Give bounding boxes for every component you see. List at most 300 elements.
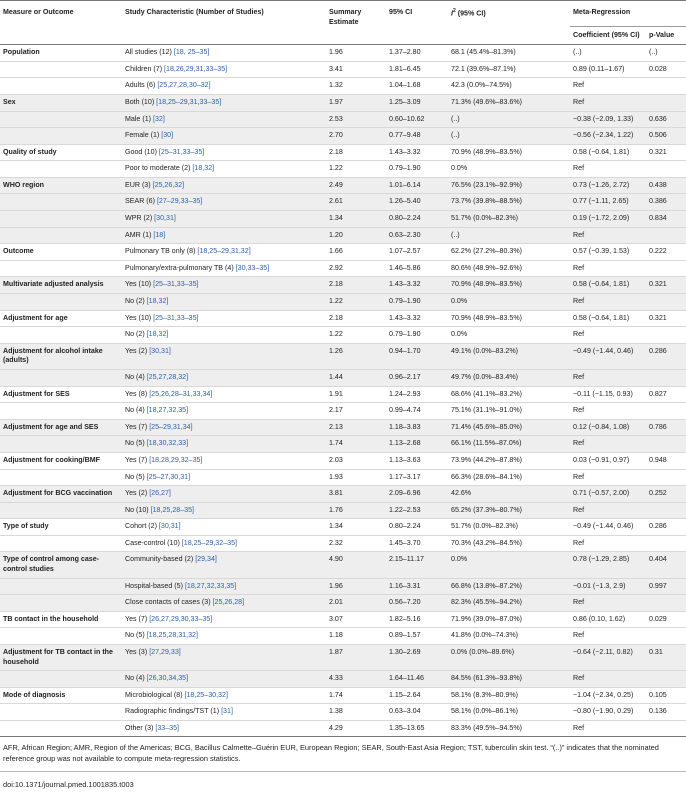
summary-estimate-cell: 2.92 (329, 263, 343, 272)
table-row (0, 671, 686, 688)
coefficient-cell: Ref (573, 230, 585, 239)
i2-cell: 70.9% (48.9%–83.5%) (451, 313, 522, 322)
coefficient-cell: Ref (573, 97, 585, 106)
study-cell (122, 578, 326, 595)
coefficient-cell: −0.49 (−1.44, 0.46) (573, 522, 634, 531)
study-cell (122, 552, 326, 578)
p-value-cell: 0.386 (649, 197, 667, 206)
i2-cell: 71.3% (49.6%–83.6%) (451, 97, 522, 106)
p-value-cell: (..) (649, 48, 658, 57)
p-value-cell: 0.786 (649, 422, 667, 431)
measure-cell (0, 111, 122, 128)
reference-link[interactable]: [26,30,34,35] (146, 674, 189, 683)
measure-cell: Adjustment for age (3, 313, 68, 322)
i2-cell: 42.6% (451, 489, 472, 498)
coefficient-cell: Ref (573, 330, 585, 339)
ci-cell: 1.81–6.45 (389, 64, 421, 73)
summary-estimate-cell: 2.01 (329, 598, 343, 607)
measure-cell (0, 469, 122, 486)
i2-cell: 70.3% (43.2%–84.5%) (451, 538, 522, 547)
table-row (0, 611, 686, 628)
study-cell (122, 452, 326, 469)
study-cell (122, 94, 326, 111)
reference-link[interactable]: [27,29,33] (149, 647, 181, 656)
coefficient-cell: −1.04 (−2.34, 0.25) (573, 690, 634, 699)
study-cell (122, 161, 326, 178)
p-value-cell: 0.948 (649, 455, 667, 464)
reference-link[interactable]: [33–35] (155, 723, 180, 732)
i2-superscript: 2 (452, 8, 456, 14)
p-value-cell (646, 369, 686, 386)
reference-link[interactable]: [25,27,28,32] (146, 372, 189, 381)
study-cell (122, 519, 326, 536)
reference-link[interactable]: [27–29,33–35] (156, 197, 203, 206)
p-value-cell (646, 595, 686, 612)
i2-cell: 68.6% (41.1%–83.2%) (451, 389, 522, 398)
i2-cell: 66.3% (28.6%–84.1%) (451, 472, 522, 481)
coefficient-cell: 0.03 (−0.91, 0.97) (573, 455, 630, 464)
header-i2 (448, 1, 570, 45)
i2-cell: 73.7% (39.8%–88.5%) (451, 197, 522, 206)
measure-cell (0, 403, 122, 420)
measure-cell: Adjustment for SES (3, 389, 70, 398)
measure-cell (0, 128, 122, 145)
p-value-cell: 0.252 (649, 489, 667, 498)
measure-cell (0, 595, 122, 612)
reference-link[interactable]: [18, 25–35] (173, 48, 210, 57)
ci-cell: 1.30–2.69 (389, 647, 421, 656)
coefficient-cell: Ref (573, 263, 585, 272)
summary-estimate-cell: 1.87 (329, 647, 343, 656)
ci-cell: 1.18–3.83 (389, 422, 421, 431)
ci-cell: 1.24–2.93 (389, 389, 421, 398)
table-row (0, 436, 686, 453)
study-cell (122, 671, 326, 688)
measure-cell: Mode of diagnosis (3, 690, 66, 699)
p-value-cell: 0.31 (649, 647, 663, 656)
coefficient-cell: −0.80 (−1.90, 0.29) (573, 707, 634, 716)
ci-cell: 2.09–6.96 (389, 489, 421, 498)
study-label: AMR (1) (125, 230, 154, 239)
ci-cell: 0.60–10.62 (389, 114, 425, 123)
i2-cell: 0.0% (451, 555, 468, 564)
ci-cell: 1.22–2.53 (389, 505, 421, 514)
reference-link[interactable]: [25–29,31,34] (149, 422, 193, 431)
reference-link[interactable]: [18,26,29,31,33–35] (164, 64, 228, 73)
table-row (0, 386, 686, 403)
summary-estimate-cell: 4.33 (329, 674, 343, 683)
reference-link[interactable]: [25,26,32] (152, 180, 185, 189)
p-value-cell: 0.321 (649, 147, 667, 156)
measure-cell (0, 327, 122, 344)
summary-estimate-cell: 1.38 (329, 707, 343, 716)
i2-cell: 73.9% (44.2%–87.8%) (451, 455, 522, 464)
summary-estimate-cell: 1.22 (329, 330, 343, 339)
coefficient-cell: −0.01 (−1.3, 2.9) (573, 581, 626, 590)
study-label: No (5) (125, 631, 147, 640)
i2-cell: 75.1% (31.1%–91.0%) (451, 406, 522, 415)
study-cell (122, 227, 326, 244)
coefficient-cell: 0.58 (−0.64, 1.81) (573, 147, 630, 156)
study-cell (122, 535, 326, 552)
ci-cell: 1.43–3.32 (389, 147, 421, 156)
coefficient-cell: Ref (573, 406, 585, 415)
reference-link[interactable]: [30,31] (154, 214, 176, 223)
p-value-cell (646, 502, 686, 519)
study-label: No (5) (125, 472, 147, 481)
ci-cell: 0.63–2.30 (389, 230, 421, 239)
summary-estimate-cell: 1.32 (329, 81, 343, 90)
study-cell (122, 45, 326, 62)
study-label: Yes (7) (125, 422, 150, 431)
measure-cell (0, 628, 122, 645)
coefficient-cell: Ref (573, 598, 585, 607)
study-cell (122, 386, 326, 403)
study-cell (122, 720, 326, 737)
ci-cell: 0.99–4.74 (389, 406, 421, 415)
reference-link[interactable]: [31] (221, 707, 233, 716)
measure-cell (0, 211, 122, 228)
table-row (0, 535, 686, 552)
reference-link[interactable]: [18,25,28,31,32] (146, 631, 198, 640)
measure-cell (0, 260, 122, 277)
measure-cell: Adjustment for age and SES (3, 422, 99, 431)
table-row (0, 687, 686, 704)
p-value-cell: 0.105 (649, 690, 667, 699)
coefficient-cell: 0.12 (−0.84, 1.08) (573, 422, 630, 431)
ci-cell: 1.64–11.46 (389, 674, 424, 683)
study-label: Yes (2) (125, 346, 150, 355)
coefficient-cell: 0.57 (−0.39, 1.53) (573, 247, 630, 256)
study-cell (122, 419, 326, 436)
study-cell (122, 61, 326, 78)
i2-cell: 0.0% (0.0%–89.6%) (451, 647, 515, 656)
reference-link[interactable]: [30,31] (158, 522, 181, 531)
reference-link[interactable]: [18,32] (146, 297, 169, 306)
i2-cell: 70.9% (48.9%–83.5%) (451, 147, 522, 156)
ci-cell: 0.56–7.20 (389, 598, 421, 607)
reference-link[interactable]: [18,25–29,31,33–35] (156, 97, 222, 106)
ci-cell: 1.25–3.09 (389, 97, 421, 106)
table-body (0, 45, 686, 737)
p-value-cell: 0.321 (649, 313, 667, 322)
study-cell (122, 294, 326, 311)
i2-cell: 68.1 (45.4%–81.3%) (451, 48, 516, 57)
i2-cell: (..) (451, 114, 460, 123)
table-row (0, 61, 686, 78)
study-cell (122, 486, 326, 503)
summary-estimate-cell: 4.90 (329, 555, 343, 564)
study-label: No (5) (125, 439, 147, 448)
ci-cell: 1.46–5.86 (389, 263, 421, 272)
reference-link[interactable]: [18,32] (146, 330, 169, 339)
study-label: Both (10) (125, 97, 157, 106)
i2-cell: 76.5% (23.1%–92.9%) (451, 180, 522, 189)
summary-estimate-cell: 1.96 (329, 581, 343, 590)
reference-link[interactable]: [18,28,29,32–35] (149, 455, 203, 464)
p-value-cell (646, 161, 686, 178)
i2-cell: 0.0% (451, 330, 468, 339)
ci-cell: 0.96–2.17 (389, 372, 421, 381)
table-row (0, 227, 686, 244)
i2-cell: 49.1% (0.0%–83.2%) (451, 346, 519, 355)
reference-link[interactable]: [25,26,28] (212, 598, 245, 607)
summary-estimate-cell: 1.26 (329, 346, 343, 355)
summary-estimate-cell: 1.34 (329, 522, 343, 531)
summary-estimate-cell: 2.18 (329, 280, 343, 289)
i2-cell: 83.3% (49.5%–94.5%) (451, 723, 522, 732)
measure-cell (0, 436, 122, 453)
ci-cell: 1.16–3.31 (389, 581, 421, 590)
reference-link[interactable]: [25,27,28,30–32] (157, 81, 211, 90)
i2-cell: 72.1 (39.6%–87.1%) (451, 64, 516, 73)
summary-estimate-cell: 2.53 (329, 114, 343, 123)
study-cell (122, 144, 326, 161)
p-value-cell: 0.222 (649, 247, 667, 256)
summary-estimate-cell: 1.76 (329, 505, 343, 514)
p-value-cell (646, 94, 686, 111)
study-label: Case-control (10) (125, 538, 182, 547)
summary-estimate-cell: 3.07 (329, 614, 343, 623)
coefficient-cell: Ref (573, 674, 585, 683)
study-cell (122, 403, 326, 420)
study-label: Female (1) (125, 131, 162, 140)
study-label: Adults (6) (125, 81, 158, 90)
study-label: All studies (12) (125, 48, 174, 57)
reference-link[interactable]: [18,32] (192, 164, 215, 173)
table-row (0, 644, 686, 670)
table-row (0, 628, 686, 645)
coefficient-cell: Ref (573, 631, 585, 640)
measure-cell: Multivariate adjusted analysis (3, 280, 104, 289)
table-row (0, 277, 686, 294)
reference-link[interactable]: [25,26,28–31,33,34] (149, 389, 213, 398)
header-coefficient: Coefficient (95% CI) (573, 30, 640, 39)
table-row (0, 161, 686, 178)
p-value-cell: 0.827 (649, 389, 667, 398)
ci-cell: 1.15–2.64 (389, 690, 421, 699)
study-cell (122, 502, 326, 519)
p-value-cell (646, 671, 686, 688)
coefficient-cell: 0.71 (−0.57, 2.00) (573, 489, 630, 498)
i2-cell: 66.1% (11.5%–87.0%) (451, 439, 522, 448)
study-label: No (10) (125, 505, 151, 514)
study-cell (122, 260, 326, 277)
i2-cell: 42.3 (0.0%–74.5%) (451, 81, 512, 90)
study-cell (122, 687, 326, 704)
measure-cell (0, 704, 122, 721)
reference-link[interactable]: [26,27,29,30,33–35] (149, 614, 213, 623)
table-row (0, 704, 686, 721)
study-label: EUR (3) (125, 180, 153, 189)
i2-symbol: I (451, 9, 453, 18)
ci-cell: 0.94–1.70 (389, 346, 421, 355)
coefficient-cell: Ref (573, 505, 585, 514)
p-value-cell (646, 535, 686, 552)
summary-estimate-cell: 1.74 (329, 690, 343, 699)
coefficient-cell: Ref (573, 538, 585, 547)
p-value-cell: 0.834 (649, 214, 667, 223)
p-value-cell: 0.404 (649, 555, 667, 564)
reference-link[interactable]: [29,34] (195, 555, 217, 564)
reference-link[interactable]: [25–31,33–35] (158, 147, 205, 156)
coefficient-cell: Ref (573, 81, 585, 90)
measure-cell (0, 535, 122, 552)
i2-cell: (..) (451, 230, 460, 239)
coefficient-cell: −0.38 (−2.09, 1.33) (573, 114, 634, 123)
summary-estimate-cell: 4.29 (329, 723, 343, 732)
summary-estimate-cell: 1.96 (329, 48, 343, 57)
coefficient-cell: (..) (573, 48, 582, 57)
ci-cell: 0.63–3.04 (389, 707, 421, 716)
summary-estimate-cell: 1.22 (329, 297, 343, 306)
coefficient-cell: −0.49 (−1.44, 0.46) (573, 346, 634, 355)
reference-link[interactable]: [30,31] (149, 346, 171, 355)
summary-estimate-cell: 1.18 (329, 631, 343, 640)
p-value-cell: 0.321 (649, 280, 667, 289)
summary-estimate-cell: 1.34 (329, 214, 343, 223)
doi-label: doi:10.1371/journal.pmed.1001835.t003 (0, 771, 686, 789)
p-value-cell (646, 78, 686, 95)
table-row (0, 294, 686, 311)
table-row (0, 327, 686, 344)
header-ci: 95% CI (389, 8, 413, 16)
p-value-cell: 0.286 (649, 522, 667, 531)
study-label: Pulmonary/extra-pulmonary TB (4) (125, 263, 236, 272)
study-cell (122, 644, 326, 670)
summary-estimate-cell: 2.18 (329, 313, 343, 322)
i2-cell: 65.2% (37.3%–80.7%) (451, 505, 522, 514)
i2-cell: 58.1% (8.3%–80.9%) (451, 690, 519, 699)
coefficient-cell: 0.58 (−0.64, 1.81) (573, 313, 630, 322)
table-row (0, 211, 686, 228)
table-row (0, 194, 686, 211)
summary-estimate-cell: 2.49 (329, 180, 343, 189)
p-value-cell (646, 227, 686, 244)
measure-cell (0, 194, 122, 211)
measure-cell (0, 502, 122, 519)
table-row (0, 94, 686, 111)
ci-cell: 1.35–13.65 (389, 723, 425, 732)
i2-cell: 82.3% (45.5%–94.2%) (451, 598, 522, 607)
measure-cell (0, 61, 122, 78)
coefficient-cell: Ref (573, 297, 585, 306)
study-cell (122, 244, 326, 261)
table-row (0, 452, 686, 469)
study-label: No (2) (125, 297, 147, 306)
i2-cell: 71.4% (45.6%–85.0%) (451, 422, 522, 431)
ci-cell: 1.13–2.68 (389, 439, 421, 448)
coefficient-cell: 0.77 (−1.11, 2.65) (573, 197, 629, 206)
reference-link[interactable]: [32] (153, 114, 165, 123)
study-label: Poor to moderate (2) (125, 164, 193, 173)
coefficient-cell: 0.19 (−1.72, 2.09) (573, 214, 630, 223)
ci-cell: 0.80–2.24 (389, 522, 421, 531)
measure-cell: Type of control among case-control studies (3, 555, 100, 574)
i2-suffix: (95% CI) (455, 9, 486, 18)
reference-link[interactable]: [30,33–35] (235, 263, 270, 272)
measure-cell (0, 671, 122, 688)
study-label: Good (10) (125, 147, 159, 156)
coefficient-cell: −0.56 (−2.34, 1.22) (573, 131, 634, 140)
reference-link[interactable]: [18,25–29,31,32] (197, 247, 251, 256)
study-label: Yes (10) (125, 313, 154, 322)
study-cell (122, 369, 326, 386)
study-label: No (2) (125, 330, 147, 339)
study-label: Yes (2) (125, 489, 150, 498)
reference-link[interactable]: [30] (161, 131, 174, 140)
reference-link[interactable]: [25–31,33–35] (153, 280, 199, 289)
coefficient-cell: 0.58 (−0.64, 1.81) (573, 280, 630, 289)
study-label: Yes (7) (125, 614, 150, 623)
study-cell (122, 128, 326, 145)
p-value-cell (646, 469, 686, 486)
reference-link[interactable]: [18,25,28–35] (150, 505, 195, 514)
header-measure: Measure or Outcome (3, 8, 74, 16)
reference-link[interactable]: [18,30,32,33] (146, 439, 189, 448)
ci-cell: 0.79–1.90 (389, 297, 421, 306)
coefficient-cell: Ref (573, 472, 585, 481)
header-study: Study Characteristic (Number of Studies) (125, 8, 264, 16)
ci-cell: 1.13–3.63 (389, 455, 421, 464)
reference-link[interactable]: [18] (153, 230, 166, 239)
study-label: Yes (8) (125, 389, 150, 398)
i2-cell: 66.8% (13.8%–87.2%) (451, 581, 522, 590)
measure-cell: Quality of study (3, 147, 57, 156)
coefficient-cell: 0.86 (0.10, 1.62) (573, 614, 626, 623)
study-label: Close contacts of cases (3) (125, 598, 213, 607)
p-value-cell (646, 436, 686, 453)
i2-cell: 51.7% (0.0%–82.3%) (451, 214, 519, 223)
reference-link[interactable]: [18,27,32,33,35] (184, 581, 237, 590)
header-summary: Summary Estimate (329, 8, 362, 26)
reference-link[interactable]: [25–27,30,31] (146, 472, 191, 481)
reference-link[interactable]: [18,25–30,32] (184, 690, 228, 699)
table-row (0, 144, 686, 161)
i2-cell: (..) (451, 131, 460, 140)
study-cell (122, 628, 326, 645)
summary-estimate-cell: 3.41 (329, 64, 343, 73)
summary-estimate-cell: 1.74 (329, 439, 343, 448)
summary-estimate-cell: 1.66 (329, 247, 343, 256)
study-label: Community-based (2) (125, 555, 196, 564)
reference-link[interactable]: [18,27,32,35] (146, 406, 189, 415)
ci-cell: 1.43–3.32 (389, 313, 421, 322)
p-value-cell: 0.636 (649, 114, 667, 123)
measure-cell: Sex (3, 97, 16, 106)
ci-cell: 1.45–3.70 (389, 538, 421, 547)
study-cell (122, 194, 326, 211)
reference-link[interactable]: [25–31,33–35] (153, 313, 199, 322)
reference-link[interactable]: [26,27] (149, 489, 171, 498)
measure-cell (0, 720, 122, 737)
reference-link[interactable]: [18,25–29,32–35] (181, 538, 238, 547)
i2-cell: 70.9% (48.9%–83.5%) (451, 280, 522, 289)
table-row (0, 177, 686, 194)
measure-cell: Adjustment for TB contact in the household (3, 647, 113, 666)
p-value-cell: 0.029 (649, 614, 667, 623)
study-cell (122, 704, 326, 721)
study-cell (122, 327, 326, 344)
study-label: Cohort (2) (125, 522, 159, 531)
study-label: Yes (7) (125, 455, 150, 464)
i2-cell: 0.0% (451, 297, 468, 306)
table-row (0, 720, 686, 737)
measure-cell (0, 369, 122, 386)
ci-cell: 1.82–5.16 (389, 614, 421, 623)
coefficient-cell: −0.64 (−2.11, 0.82) (573, 647, 633, 656)
study-label: Yes (10) (125, 280, 154, 289)
